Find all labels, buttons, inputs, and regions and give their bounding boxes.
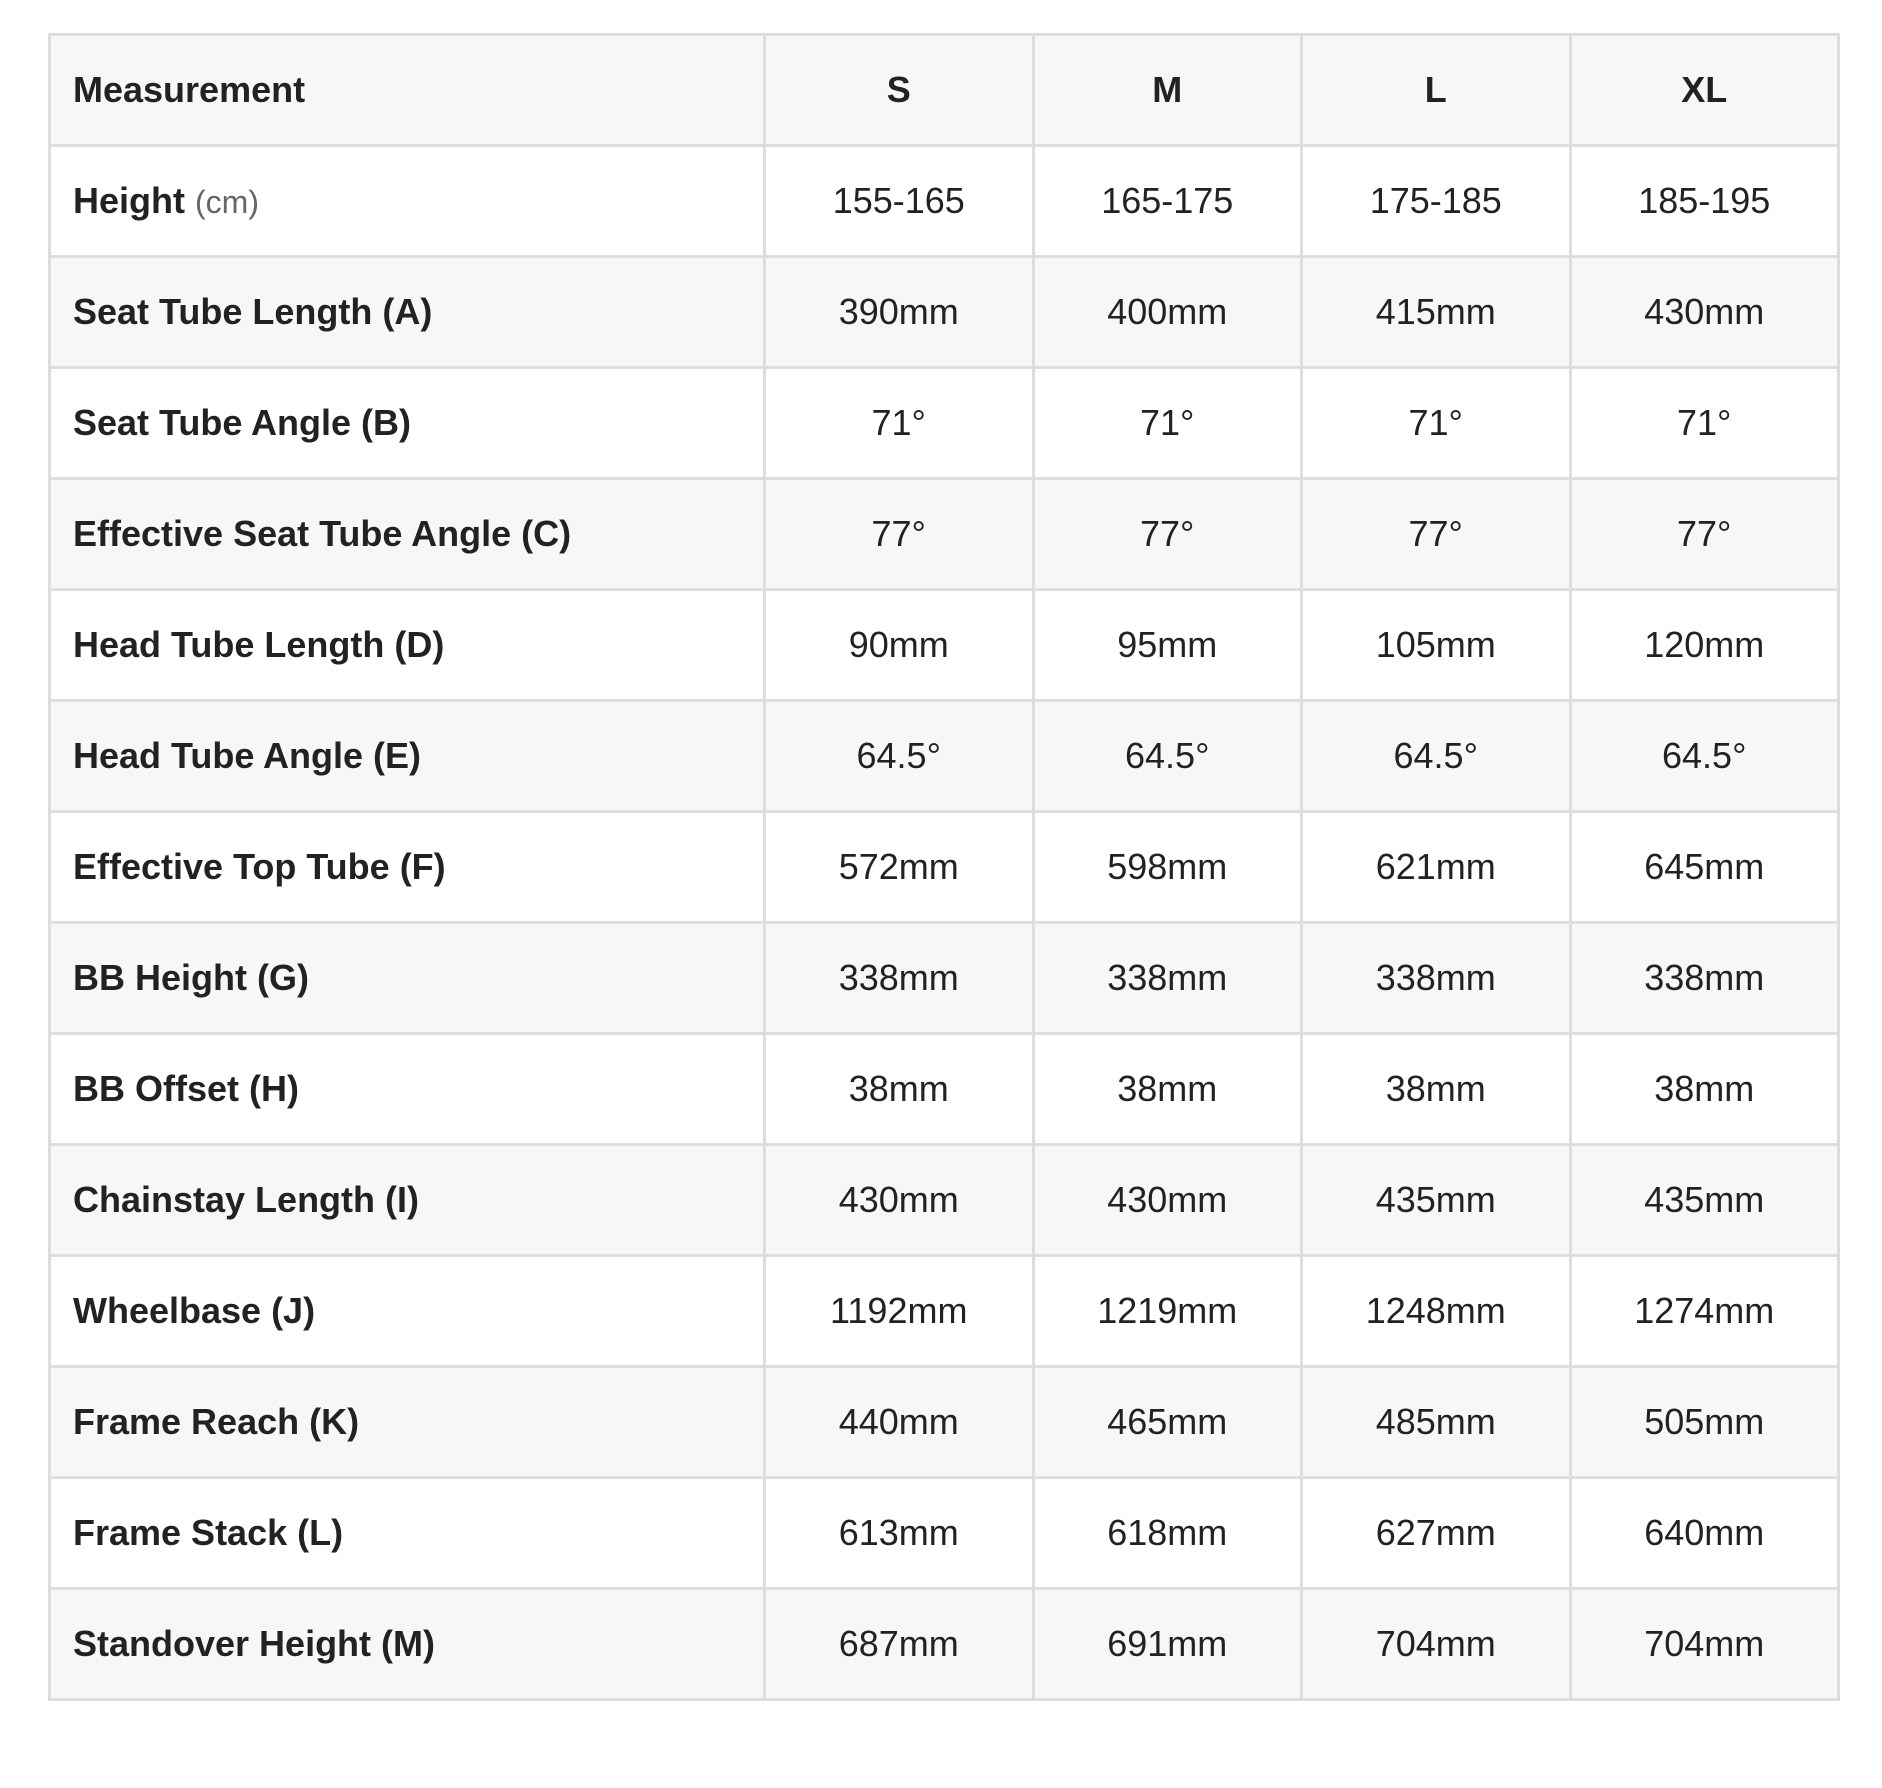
row-label: Chainstay Length (I) — [50, 1145, 765, 1256]
value-cell: 640mm — [1570, 1478, 1839, 1589]
value-cell: 64.5° — [765, 701, 1034, 812]
value-cell: 1274mm — [1570, 1256, 1839, 1367]
value-cell: 465mm — [1033, 1367, 1302, 1478]
row-label: Head Tube Angle (E) — [50, 701, 765, 812]
value-cell: 185-195 — [1570, 146, 1839, 257]
value-cell: 38mm — [765, 1034, 1034, 1145]
value-cell: 71° — [1302, 368, 1571, 479]
value-cell: 440mm — [765, 1367, 1034, 1478]
value-cell: 430mm — [1570, 257, 1839, 368]
row-label — [50, 146, 765, 257]
value-cell: 621mm — [1302, 812, 1571, 923]
table-row — [50, 257, 1839, 368]
value-cell: 430mm — [765, 1145, 1034, 1256]
table-body — [50, 146, 1839, 1700]
geometry-table — [48, 33, 1840, 1701]
value-cell: 598mm — [1033, 812, 1302, 923]
row-label: BB Height (G) — [50, 923, 765, 1034]
value-cell: 155-165 — [765, 146, 1034, 257]
table-row — [50, 701, 1839, 812]
value-cell: 165-175 — [1033, 146, 1302, 257]
row-label: BB Offset (H) — [50, 1034, 765, 1145]
value-cell: 38mm — [1570, 1034, 1839, 1145]
value-cell: 77° — [1033, 479, 1302, 590]
value-cell: 64.5° — [1302, 701, 1571, 812]
value-cell: 338mm — [1302, 923, 1571, 1034]
value-cell: 430mm — [1033, 1145, 1302, 1256]
table-row — [50, 1367, 1839, 1478]
value-cell: 691mm — [1033, 1589, 1302, 1700]
measurement-column-header: Measurement — [50, 35, 765, 146]
row-label-text: Height — [73, 180, 185, 222]
value-cell: 38mm — [1302, 1034, 1571, 1145]
row-label: Effective Top Tube (F) — [50, 812, 765, 923]
row-label: Head Tube Length (D) — [50, 590, 765, 701]
value-cell: 77° — [765, 479, 1034, 590]
value-cell: 90mm — [765, 590, 1034, 701]
row-label: Frame Stack (L) — [50, 1478, 765, 1589]
value-cell: 435mm — [1570, 1145, 1839, 1256]
value-cell: 572mm — [765, 812, 1034, 923]
value-cell: 105mm — [1302, 590, 1571, 701]
value-cell: 120mm — [1570, 590, 1839, 701]
value-cell: 338mm — [1570, 923, 1839, 1034]
value-cell: 704mm — [1570, 1589, 1839, 1700]
value-cell: 415mm — [1302, 257, 1571, 368]
table-row — [50, 1589, 1839, 1700]
value-cell: 627mm — [1302, 1478, 1571, 1589]
value-cell: 71° — [1570, 368, 1839, 479]
row-label: Seat Tube Angle (B) — [50, 368, 765, 479]
value-cell: 1248mm — [1302, 1256, 1571, 1367]
row-label: Seat Tube Length (A) — [50, 257, 765, 368]
value-cell: 1192mm — [765, 1256, 1034, 1367]
table-row — [50, 479, 1839, 590]
value-cell: 390mm — [765, 257, 1034, 368]
row-label: Frame Reach (K) — [50, 1367, 765, 1478]
table-row — [50, 146, 1839, 257]
table-header — [50, 35, 1839, 146]
row-label: Wheelbase (J) — [50, 1256, 765, 1367]
value-cell: 485mm — [1302, 1367, 1571, 1478]
value-cell: 505mm — [1570, 1367, 1839, 1478]
table-row — [50, 812, 1839, 923]
table-row — [50, 368, 1839, 479]
table-row — [50, 1256, 1839, 1367]
value-cell: 1219mm — [1033, 1256, 1302, 1367]
value-cell: 338mm — [1033, 923, 1302, 1034]
table-row — [50, 923, 1839, 1034]
value-cell: 71° — [765, 368, 1034, 479]
value-cell: 175-185 — [1302, 146, 1571, 257]
table-row — [50, 590, 1839, 701]
value-cell: 77° — [1302, 479, 1571, 590]
value-cell: 64.5° — [1033, 701, 1302, 812]
value-cell: 71° — [1033, 368, 1302, 479]
value-cell: 400mm — [1033, 257, 1302, 368]
value-cell: 38mm — [1033, 1034, 1302, 1145]
row-label: Standover Height (M) — [50, 1589, 765, 1700]
value-cell: 613mm — [765, 1478, 1034, 1589]
row-label: Effective Seat Tube Angle (C) — [50, 479, 765, 590]
value-cell: 77° — [1570, 479, 1839, 590]
value-cell: 645mm — [1570, 812, 1839, 923]
header-row — [50, 35, 1839, 146]
row-label-unit: (cm) — [195, 184, 259, 221]
table-row — [50, 1034, 1839, 1145]
value-cell: 64.5° — [1570, 701, 1839, 812]
value-cell: 704mm — [1302, 1589, 1571, 1700]
table-row — [50, 1478, 1839, 1589]
size-column-header-m: M — [1033, 35, 1302, 146]
value-cell: 687mm — [765, 1589, 1034, 1700]
value-cell: 435mm — [1302, 1145, 1571, 1256]
table-row — [50, 1145, 1839, 1256]
size-column-header-s: S — [765, 35, 1034, 146]
size-column-header-l: L — [1302, 35, 1571, 146]
value-cell: 618mm — [1033, 1478, 1302, 1589]
value-cell: 95mm — [1033, 590, 1302, 701]
size-column-header-xl: XL — [1570, 35, 1839, 146]
value-cell: 338mm — [765, 923, 1034, 1034]
